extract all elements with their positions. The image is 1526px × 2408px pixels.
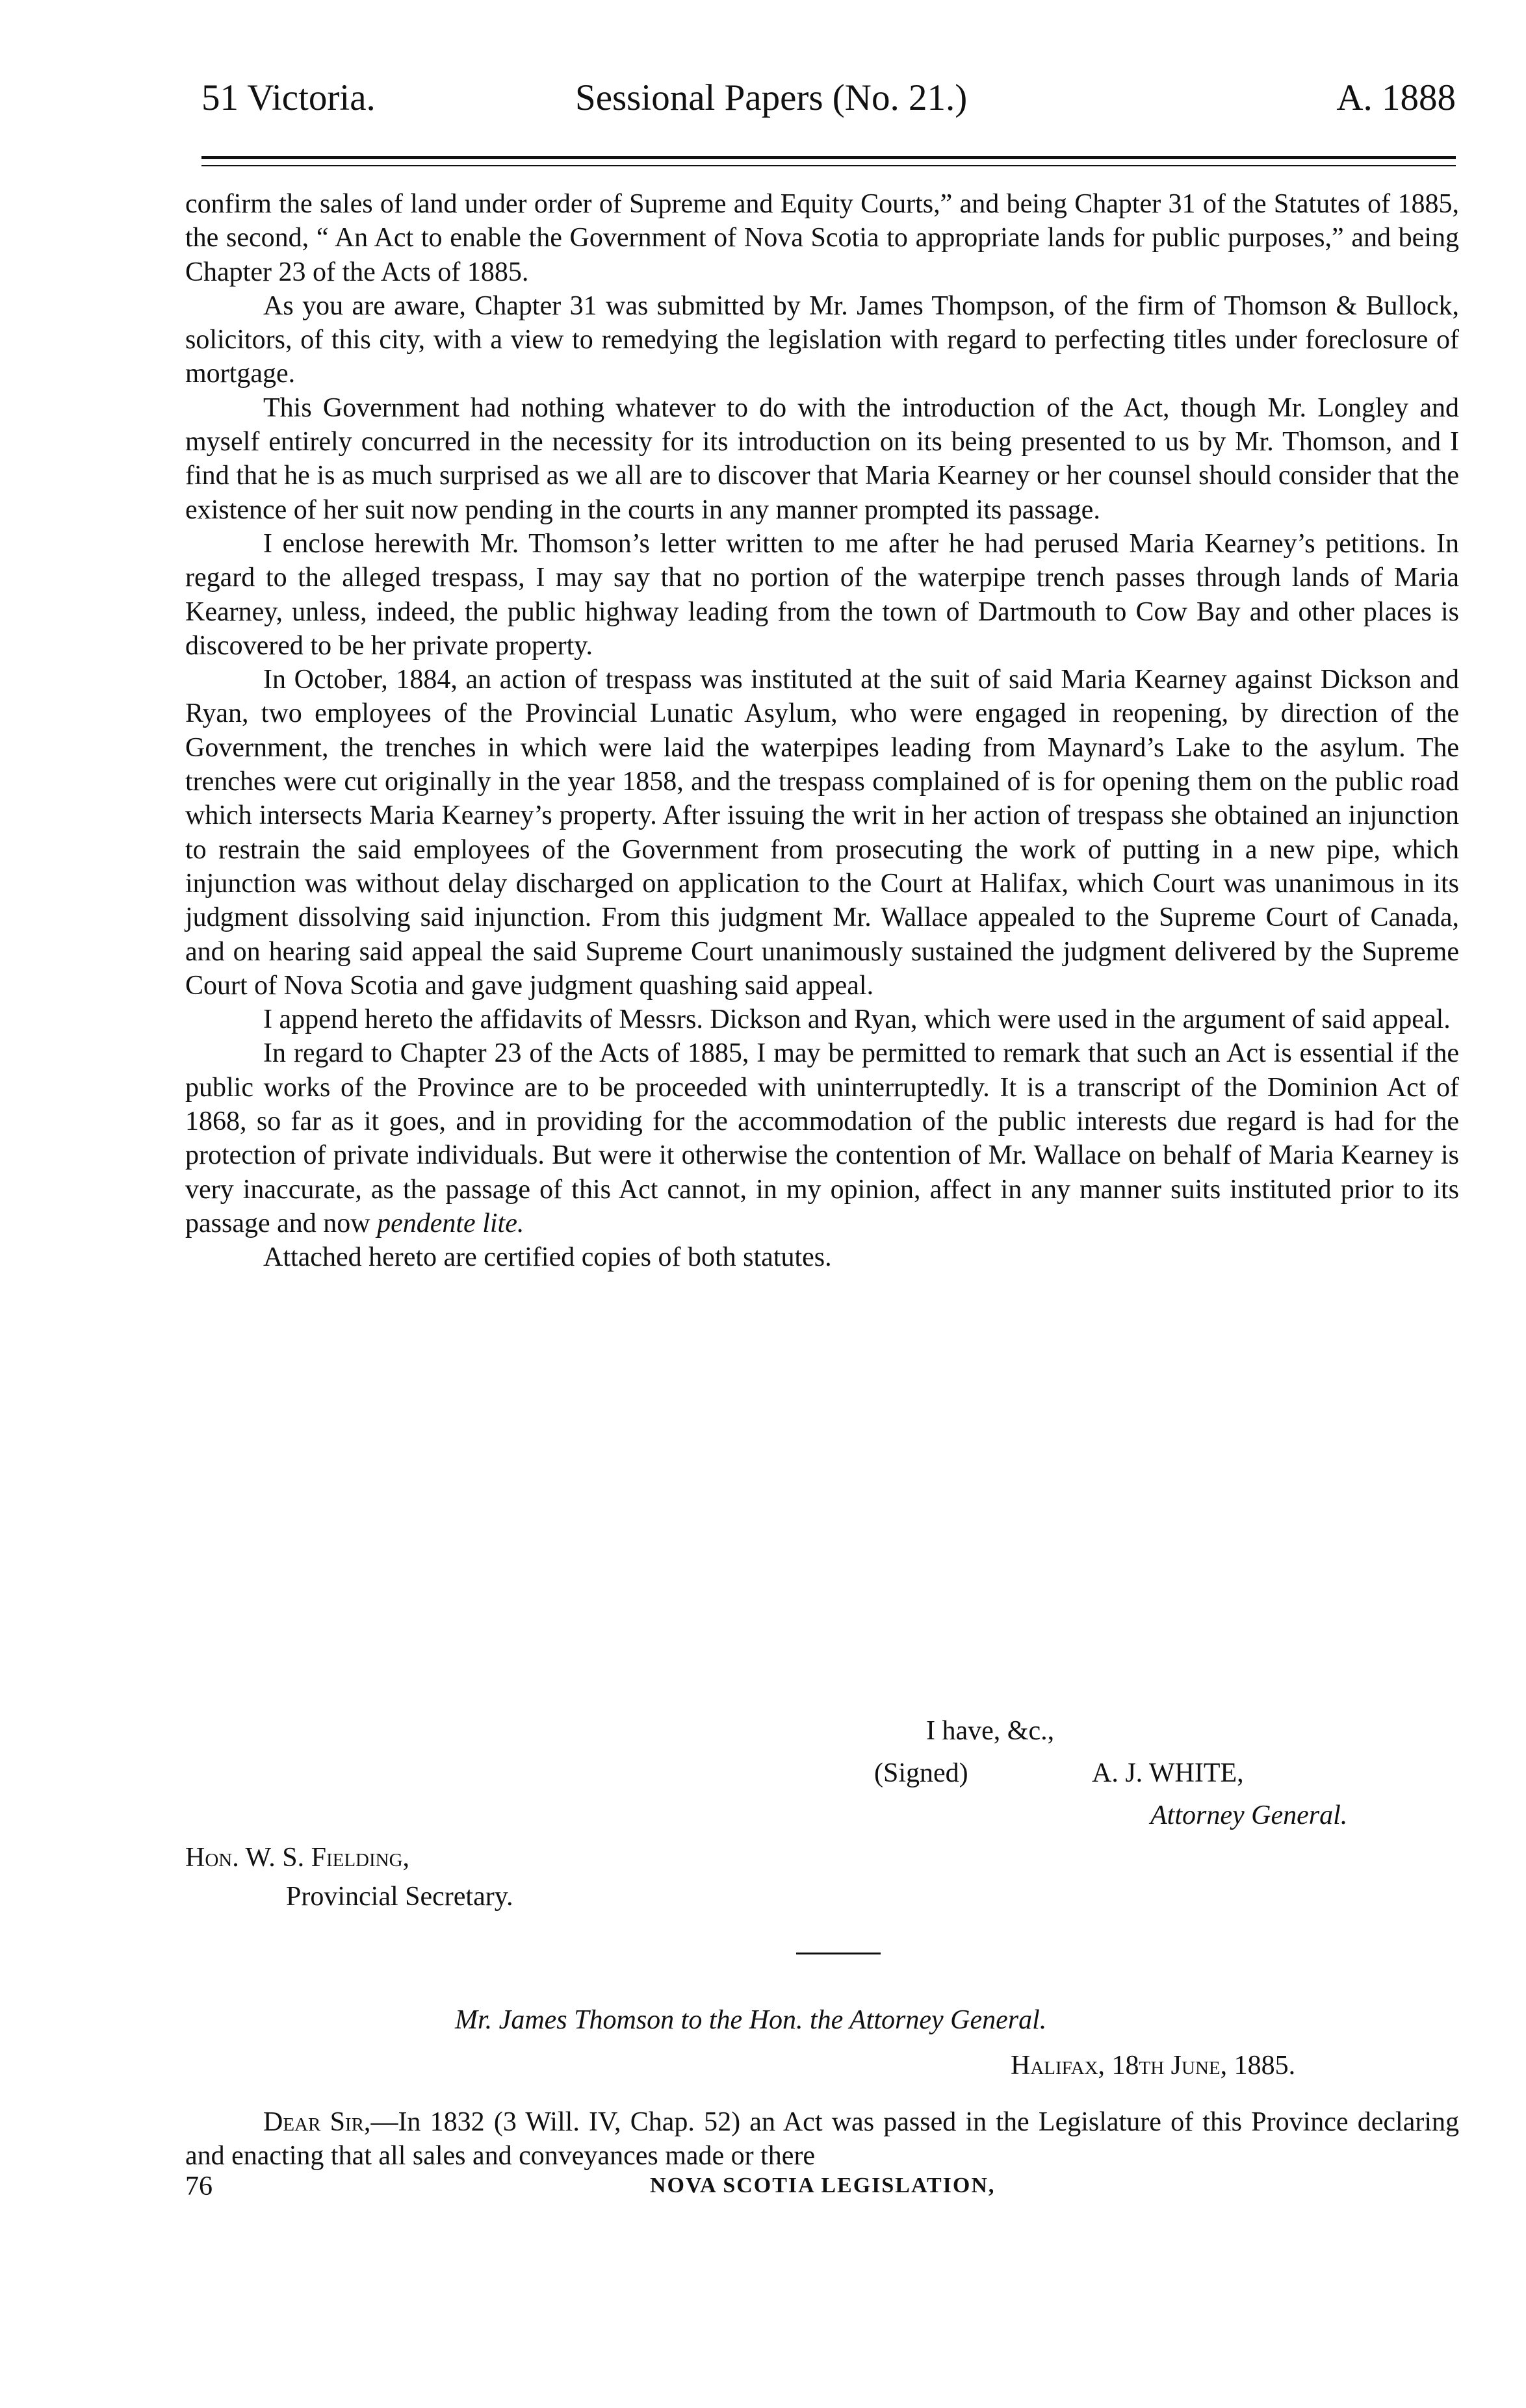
letter-body-text: —In 1832 (3 Will. IV, Chap. 52) an Act was passed in the Legislature of this Province declaring and enacting that all sales and conveyances made or there (185, 2107, 1460, 2171)
paragraph-1: confirm the sales of land under order of Supreme and Equity Courts,” and being Chapter 31 of the Statutes of 1885, the second, “ An Act to enable the Government of Nova Scotia to appropriate lands for public purposes,” and being Chapter 23 of the Acts of 1885. (185, 189, 1459, 287)
addressee-name: Hon. W. S. Fielding, (185, 1843, 410, 1873)
signed-label: (Signed) (874, 1758, 968, 1788)
paragraph-8: Attached hereto are certified copies of both statutes. (263, 1242, 832, 1273)
running-header (201, 77, 1456, 135)
footer-title: NOVA SCOTIA LEGISLATION, (650, 2173, 996, 2197)
pendente-lite: pendente lite. (377, 1208, 524, 1238)
addressee-title: Provincial Secretary. (286, 1882, 513, 1912)
paragraph-5: In October, 1884, an action of trespass was instituted at the suit of said Maria Kearney against Dickson and Ryan, two employees of the Provincial Lunatic Asylum, who were engaged in reopening, by direction of the Government, the trenches in which were laid the waterpipes leading from Maynard’s Lake to the asylum. The trenches were cut originally in the year 1858, and the trespass complained of is for opening them on the public road which intersects Maria Kearney’s property. After issuing the writ in her action of trespass she obtained an injunction to restrain the said employees of the Government from prosecuting the work of putting in a new pipe, which injunction was without delay discharged on application to the Court at Halifax, which Court was unanimous in its judgment dissolving said injunction. From this judgment Mr. Wallace appealed to the Supreme Court of Canada, and on hearing said appeal the said Supreme Court unanimously sustained the judgment delivered by the Supreme Court of Nova Scotia and gave judgment quashing said appeal. (185, 665, 1459, 1001)
second-letter-paragraph (185, 2105, 1459, 2173)
closing-salutation: I have, &c., (926, 1716, 1055, 1746)
section-divider (796, 1953, 881, 1954)
letter-body (185, 187, 1459, 1275)
page-number: 76 (185, 2171, 213, 2201)
page-footer (185, 2173, 1459, 2212)
paragraph-7 (185, 1036, 1459, 1240)
paragraph-2: As you are aware, Chapter 31 was submitted by Mr. James Thompson, of the firm of Thomson & Bullock, solicitors, of this city, with a view to remedying the legislation with regard to perfecting titles under foreclosure of mortgage. (185, 290, 1459, 389)
header-rule-thin (201, 165, 1456, 166)
header-rule-thick (201, 156, 1456, 159)
place-date: Halifax, 18th June, 1885. (1011, 2051, 1296, 2081)
signatory-title: Attorney General. (1150, 1800, 1348, 1830)
header-year: A. 1888 (1336, 77, 1456, 118)
signature-block (185, 1689, 1459, 1962)
paragraph-7-text: In regard to Chapter 23 of the Acts of 1885, I may be permitted to remark that such an Act is essential if the public works of the Province are to be proceeded with uninterruptedly. It is a transcript of the Dominion Act of 1868, so far as it goes, and in providing for the accommodation of the public interests due regard is had for the protection of private individuals. But were it otherwise the contention of Mr. Wallace on behalf of Maria Kearney is very inaccurate, as the passage of this Act cannot, in my opinion, affect in any manner suits instituted prior to its passage and now (185, 1038, 1459, 1238)
header-sessional-papers: Sessional Papers (No. 21.) (575, 77, 968, 118)
letter-heading: Mr. James Thomson to the Hon. the Attorney General. (455, 2005, 1047, 2035)
paragraph-6: I append hereto the affidavits of Messrs. Dickson and Ryan, which were used in the argument of said appeal. (263, 1005, 1451, 1035)
header-session: 51 Victoria. (201, 77, 376, 118)
second-letter-body (185, 2105, 1459, 2173)
letter-opening: Dear Sir, (263, 2107, 371, 2137)
signatory-name: A. J. WHITE, (1092, 1758, 1244, 1788)
paragraph-3: This Government had nothing whatever to do with the introduction of the Act, though Mr. Longley and myself entirely concurred in the necessity for its introduction on its being presented to us by Mr. Thomson, and I find that he is as much surprised as we all are to discover that Maria Kearney or her counsel should consider that the existence of her suit now pending in the courts in any manner prompted its passage. (185, 392, 1459, 525)
paragraph-4: I enclose herewith Mr. Thomson’s letter written to me after he had perused Maria Kearney’s petitions. In regard to the alleged trespass, I may say that no portion of the waterpipe trench passes through lands of Maria Kearney, unless, indeed, the public highway leading from the town of Dartmouth to Cow Bay and other places is discovered to be her private property. (185, 528, 1459, 661)
